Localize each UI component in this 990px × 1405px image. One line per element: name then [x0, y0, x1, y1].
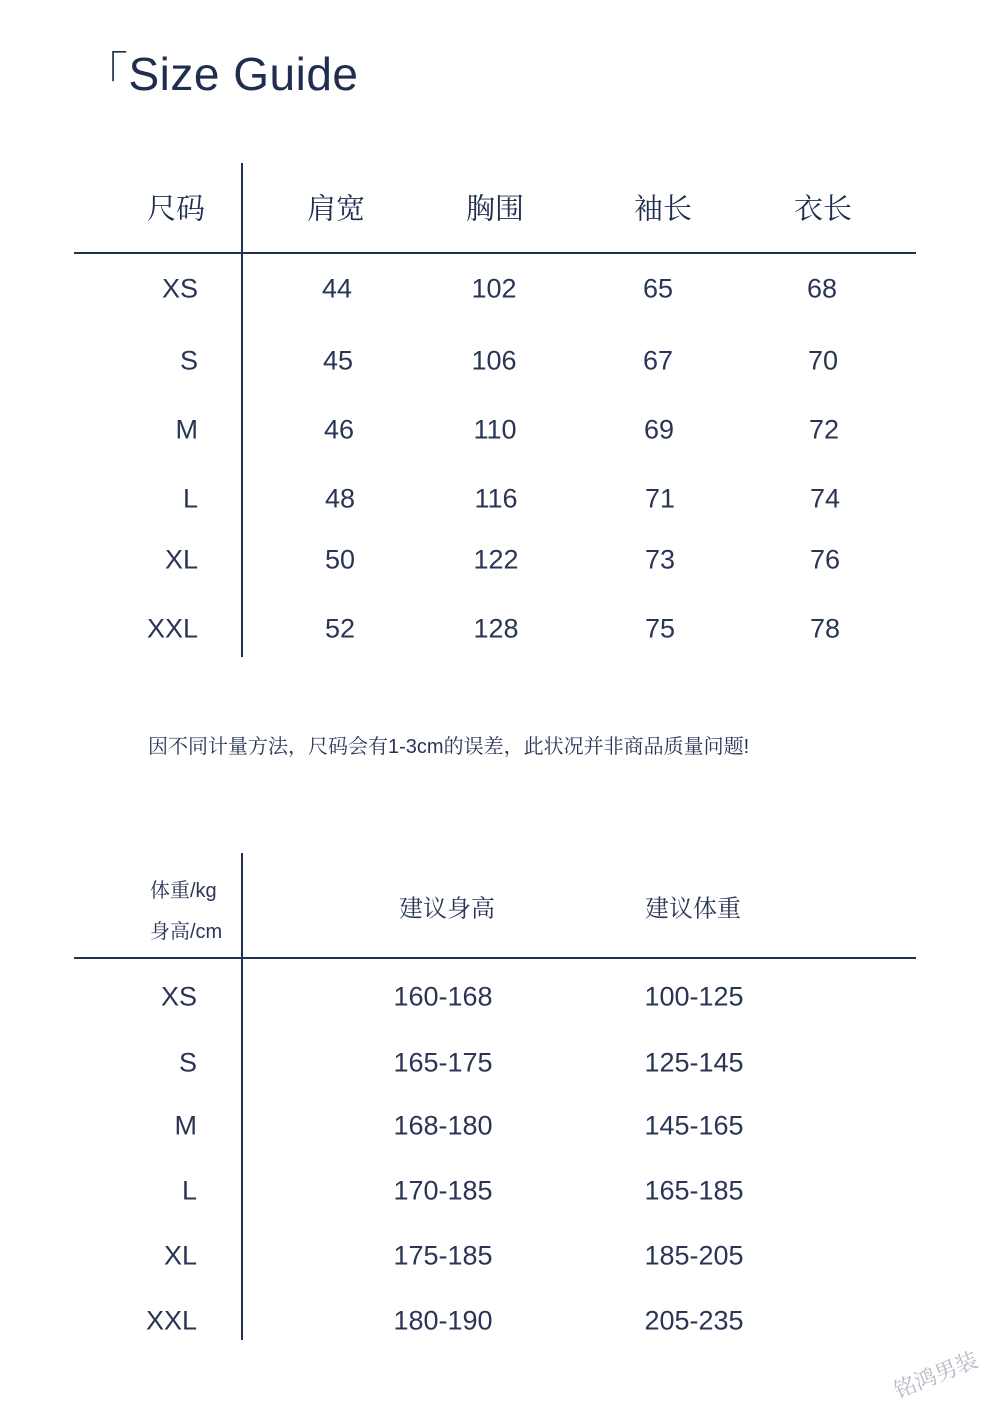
table-cell: 72	[808, 414, 840, 445]
size-label: XS	[161, 273, 198, 304]
store-watermark: 铭鸿男装	[890, 1347, 982, 1405]
table-cell: 46	[323, 414, 355, 445]
table-cell: 75	[644, 613, 676, 644]
page-title-text: Size Guide	[128, 48, 359, 100]
fit-table-divider-vertical	[241, 853, 243, 1340]
table-cell: 65	[642, 273, 674, 304]
table-cell: 165-185	[644, 1175, 744, 1206]
table-cell: 106	[471, 345, 517, 376]
table-cell: 70	[807, 345, 839, 376]
size-label: L	[181, 1175, 197, 1206]
size-table-divider-horizontal	[74, 252, 916, 254]
page-title	[82, 38, 359, 104]
size-table-header: 衣长	[793, 193, 853, 226]
table-cell: 76	[809, 544, 841, 575]
table-cell: 116	[474, 483, 518, 514]
table-cell: 102	[471, 273, 517, 304]
table-cell: 160-168	[393, 981, 493, 1012]
table-cell: 74	[809, 483, 841, 514]
measurement-note: 因不同计量方法，尺码会有1-3cm的误差，此状况并非商品质量问题!	[148, 736, 750, 758]
table-cell: 78	[809, 613, 841, 644]
table-cell: 52	[324, 613, 356, 644]
size-label: M	[174, 1110, 197, 1141]
table-cell: 50	[324, 544, 356, 575]
table-cell: 185-205	[644, 1240, 744, 1271]
size-label: XS	[160, 981, 197, 1012]
size-table-divider-vertical	[241, 163, 243, 657]
table-cell: 71	[644, 483, 676, 514]
table-cell: 44	[321, 273, 353, 304]
size-label: S	[179, 345, 198, 376]
size-label: XL	[163, 1240, 197, 1271]
fit-table-header: 建议身高	[399, 895, 495, 923]
table-cell: 125-145	[644, 1047, 744, 1078]
table-cell: 168-180	[393, 1110, 493, 1141]
size-label: M	[175, 414, 198, 445]
fit-table-header: 建议体重	[645, 895, 741, 923]
table-cell: 45	[322, 345, 354, 376]
table-cell: 67	[642, 345, 674, 376]
size-table-header: 胸围	[465, 193, 525, 226]
table-cell: 170-185	[393, 1175, 493, 1206]
table-cell: 69	[643, 414, 675, 445]
table-cell: 145-165	[644, 1110, 744, 1141]
bracket-mark: 「	[82, 48, 129, 100]
size-label: XXL	[146, 613, 198, 644]
table-cell: 165-175	[393, 1047, 493, 1078]
table-cell: 175-185	[393, 1240, 493, 1271]
size-table-header: 肩宽	[306, 193, 366, 226]
corner-label-weight: 体重/kg	[150, 880, 217, 902]
table-cell: 110	[473, 414, 517, 445]
corner-label-height: 身高/cm	[150, 921, 223, 943]
table-cell: 48	[324, 483, 356, 514]
table-cell: 68	[806, 273, 838, 304]
size-table-header: 尺码	[146, 193, 206, 226]
size-label: XXL	[145, 1305, 197, 1336]
size-label: XL	[164, 544, 198, 575]
table-cell: 128	[473, 613, 519, 644]
size-label: S	[178, 1047, 197, 1078]
table-cell: 180-190	[393, 1305, 493, 1336]
table-cell: 73	[644, 544, 676, 575]
table-cell: 100-125	[644, 981, 744, 1012]
table-cell: 122	[473, 544, 519, 575]
fit-table-divider-horizontal	[74, 957, 916, 959]
size-table-header: 袖长	[633, 193, 693, 226]
table-cell: 205-235	[644, 1305, 744, 1336]
size-label: L	[182, 483, 198, 514]
